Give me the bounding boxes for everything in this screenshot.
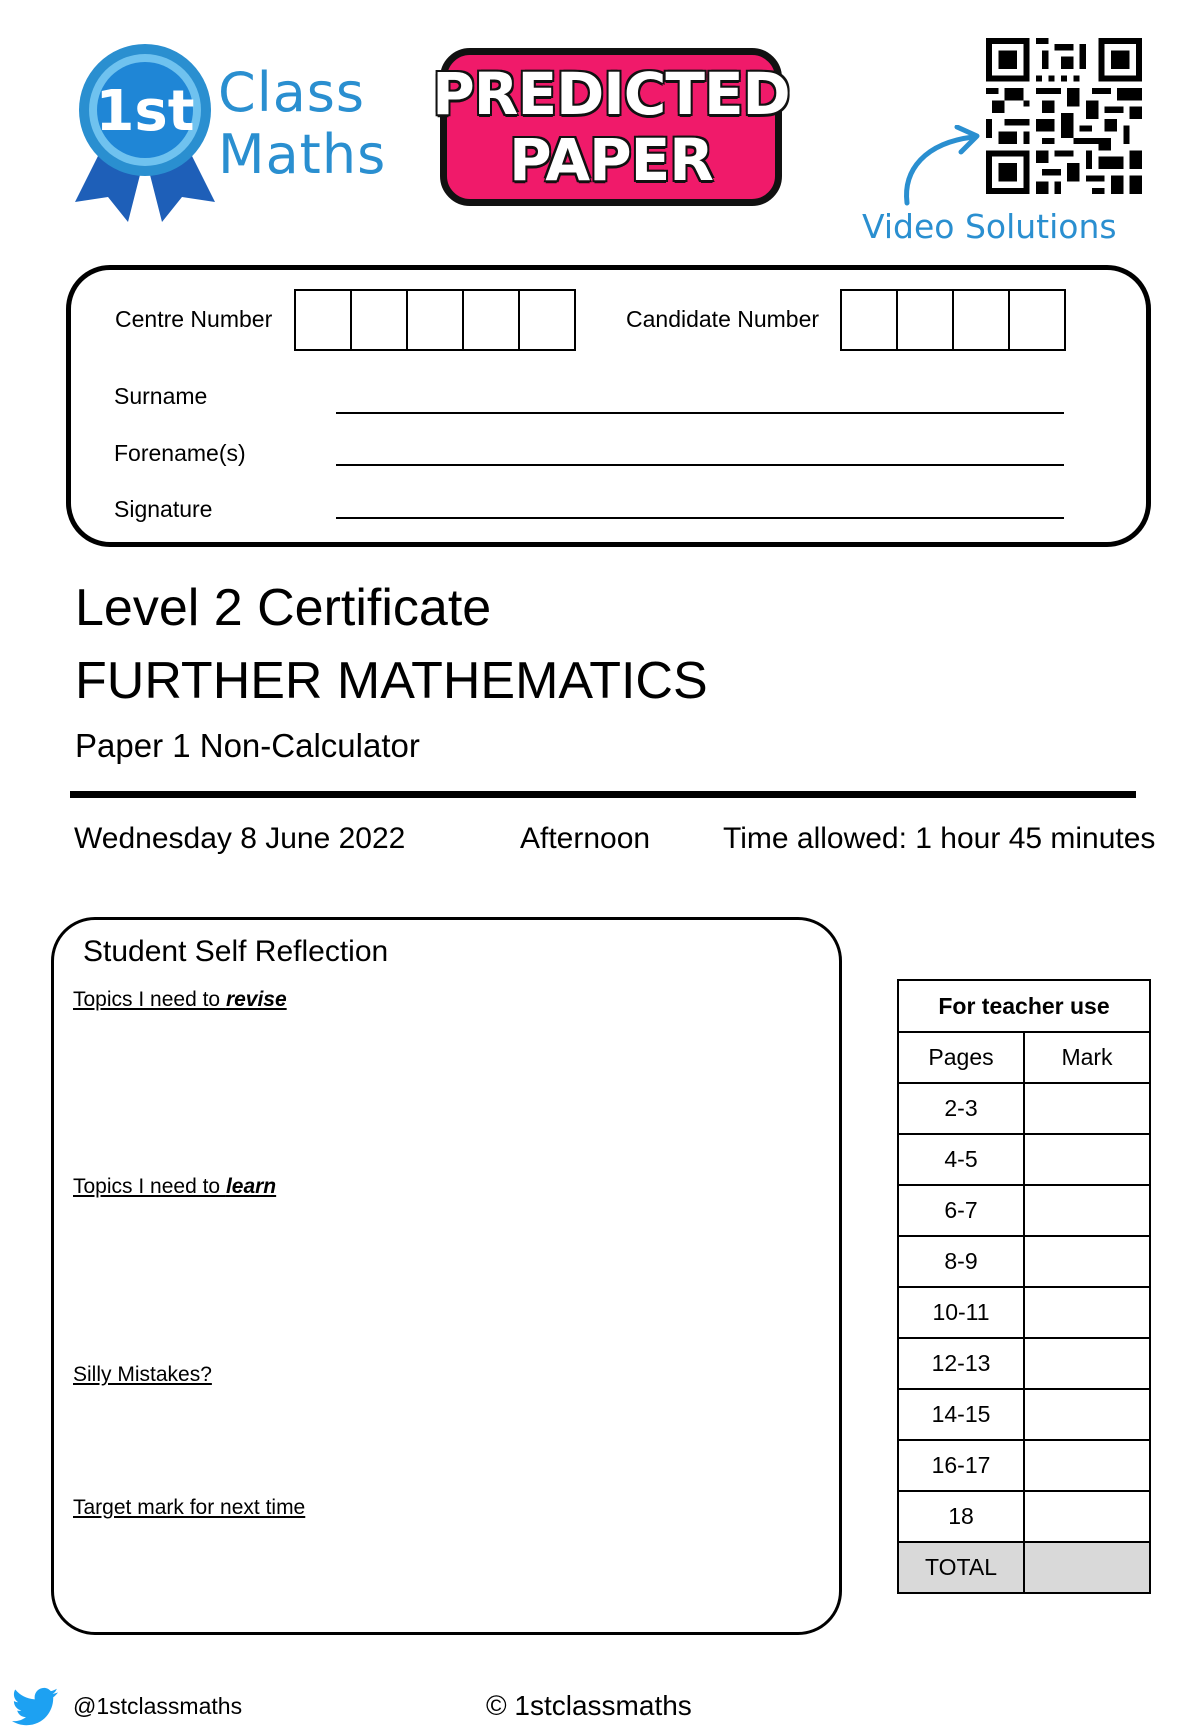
mark-cell[interactable] [1024, 1236, 1150, 1287]
pages-cell: 10-11 [898, 1287, 1024, 1338]
copyright-notice: © 1stclassmaths [486, 1690, 692, 1721]
teacher-table-heading: For teacher use [898, 980, 1150, 1032]
logo-line-1: Class [218, 61, 366, 124]
pages-cell: 16-17 [898, 1440, 1024, 1491]
pages-cell: 18 [898, 1491, 1024, 1542]
candidate-number-boxes[interactable] [842, 289, 1066, 351]
mark-cell[interactable] [1024, 1083, 1150, 1134]
teacher-table-row [898, 1134, 1150, 1185]
centre-number-digit-box[interactable] [462, 289, 520, 351]
centre-number-digit-box[interactable] [294, 289, 352, 351]
centre-number-label: Centre Number [115, 306, 273, 332]
centre-number-digit-box[interactable] [518, 289, 576, 351]
logo-line-2: Maths [218, 123, 387, 186]
pages-column-header: Pages [898, 1032, 1024, 1083]
surname-field[interactable] [336, 412, 1064, 414]
curved-arrow-icon [895, 125, 995, 210]
pages-cell: 8-9 [898, 1236, 1024, 1287]
teacher-table-row [898, 1338, 1150, 1389]
target-mark-label: Target mark for next time [73, 1496, 306, 1519]
teacher-use-table [897, 979, 1151, 1594]
self-reflection-box [51, 917, 842, 1635]
mark-cell[interactable] [1024, 1287, 1150, 1338]
signature-label: Signature [114, 496, 213, 522]
mark-cell[interactable] [1024, 1389, 1150, 1440]
paper-title: Paper 1 Non-Calculator [75, 727, 420, 764]
total-mark-cell[interactable] [1024, 1542, 1150, 1593]
mark-cell[interactable] [1024, 1491, 1150, 1542]
mark-column-header: Mark [1024, 1032, 1150, 1083]
time-allowed: Time allowed: 1 hour 45 minutes [723, 822, 1156, 855]
silly-mistakes-label: Silly Mistakes? [73, 1363, 212, 1386]
teacher-table-row [898, 1389, 1150, 1440]
predicted-line-1: PREDICTED [432, 60, 790, 128]
total-row [898, 1542, 1150, 1593]
pages-cell: 4-5 [898, 1134, 1024, 1185]
mark-cell[interactable] [1024, 1185, 1150, 1236]
logo-wordmark [218, 62, 386, 186]
forenames-field[interactable] [336, 464, 1064, 466]
candidate-number-digit-box[interactable] [952, 289, 1010, 351]
exam-date: Wednesday 8 June 2022 [74, 822, 406, 855]
pages-cell: 12-13 [898, 1338, 1024, 1389]
qualification-level: Level 2 Certificate [75, 579, 492, 637]
total-label: TOTAL [898, 1542, 1024, 1593]
qr-code-icon[interactable] [983, 38, 1145, 194]
predicted-paper-banner [432, 48, 790, 206]
teacher-table-row [898, 1185, 1150, 1236]
mark-cell[interactable] [1024, 1440, 1150, 1491]
pages-cell: 6-7 [898, 1185, 1024, 1236]
teacher-table-row [898, 1083, 1150, 1134]
pages-cell: 2-3 [898, 1083, 1024, 1134]
mark-cell[interactable] [1024, 1134, 1150, 1185]
rosette-badge-icon [70, 42, 220, 232]
exam-session: Afternoon [520, 822, 651, 855]
teacher-table-row [898, 1236, 1150, 1287]
pages-cell: 14-15 [898, 1389, 1024, 1440]
centre-number-boxes[interactable] [296, 289, 576, 351]
teacher-table-row [898, 1491, 1150, 1542]
teacher-table-row [898, 1287, 1150, 1338]
learn-topics-label: Topics I need to learn [73, 1175, 277, 1198]
subject-title: FURTHER MATHEMATICS [75, 652, 708, 710]
candidate-number-digit-box[interactable] [840, 289, 898, 351]
centre-number-digit-box[interactable] [406, 289, 464, 351]
candidate-number-digit-box[interactable] [1008, 289, 1066, 351]
twitter-icon[interactable] [12, 1687, 58, 1727]
candidate-number-digit-box[interactable] [896, 289, 954, 351]
teacher-table-row [898, 1440, 1150, 1491]
self-reflection-title: Student Self Reflection [83, 935, 389, 968]
centre-number-digit-box[interactable] [350, 289, 408, 351]
twitter-handle[interactable]: @1stclassmaths [73, 1693, 243, 1719]
mark-cell[interactable] [1024, 1338, 1150, 1389]
video-solutions-link[interactable]: Video Solutions [862, 207, 1117, 246]
surname-label: Surname [114, 383, 208, 409]
signature-field[interactable] [336, 517, 1064, 519]
revise-topics-label: Topics I need to revise [73, 988, 287, 1011]
badge-numeral: 1st [95, 79, 195, 144]
candidate-number-label: Candidate Number [626, 306, 820, 332]
predicted-line-2: PAPER [509, 126, 713, 194]
title-divider [70, 791, 1136, 798]
forenames-label: Forename(s) [114, 440, 246, 466]
